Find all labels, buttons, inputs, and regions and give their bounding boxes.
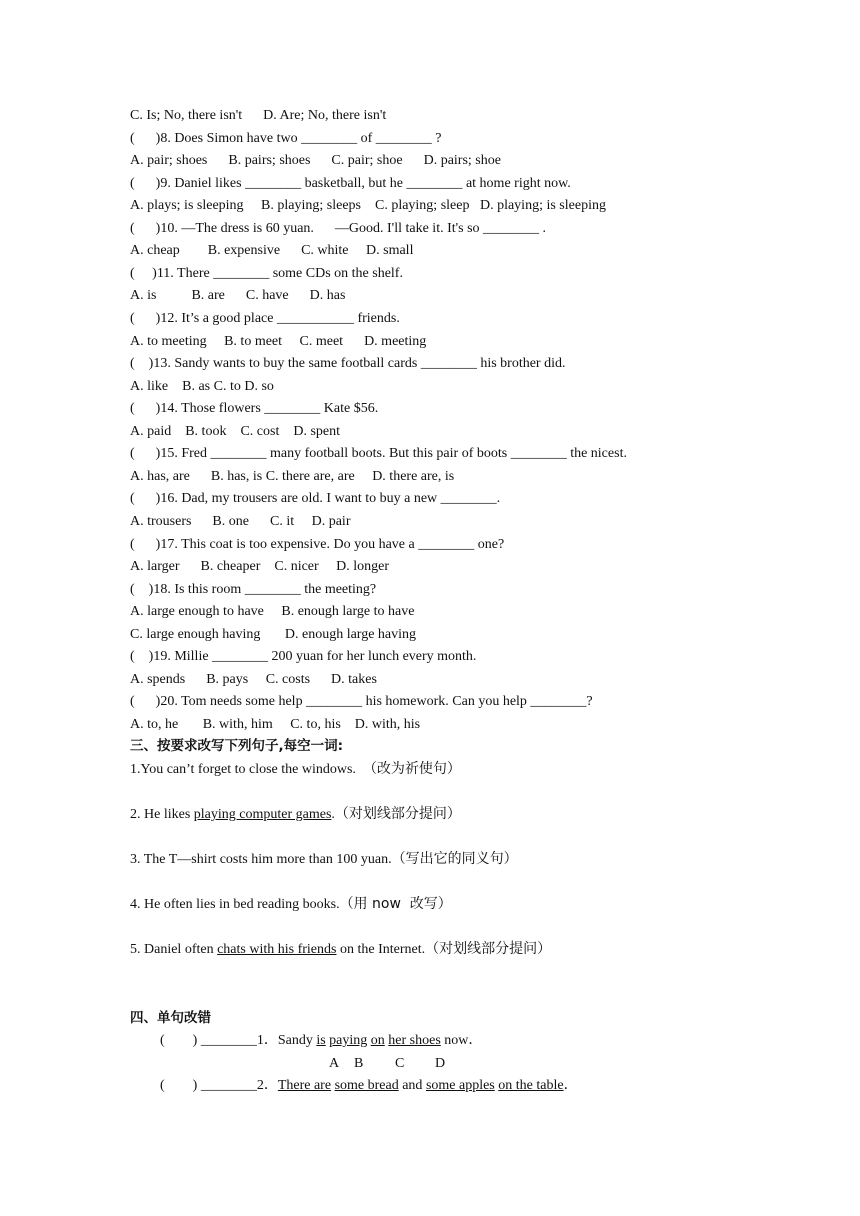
rewrite-question-4 [130,895,452,914]
question-text-end: now． [440,1033,483,1048]
answer-options-line: A. plays; is sleeping B. playing; sleeps C. playing; sleep D. playing; is sleeping [130,198,606,214]
underlined-part-d: on the table [498,1078,564,1093]
question-line: ( )11. There ________ some CDs on the shelf. [130,265,403,281]
answer-options-line: A. like B. as C. to D. so [130,378,274,394]
underlined-part-a: is [316,1033,326,1048]
error-correction-question-1 [160,1032,482,1050]
rewrite-question-2 [130,805,461,824]
question-line: ( )9. Daniel likes ________ basketball, but he ________ at home right now. [130,175,571,191]
question-text-end: . [331,807,335,822]
question-line: ( )10. —The dress is 60 yuan. —Good. I'll take it. It's so ________ . [130,220,547,236]
section-3-heading: 三、按要求改写下列句子,每空一词: [130,738,344,754]
answer-options-line: A. has, are B. has, is C. there are, are D. there are, is [130,468,455,484]
rewrite-question-1 [130,760,461,779]
underlined-part-c: on [370,1033,385,1048]
instruction-note: （改为祈使句） [362,761,461,777]
option-letter-c: C [395,1056,405,1071]
answer-options-line: A. large enough to have B. enough large to have [130,604,415,620]
rewrite-question-5 [130,940,551,959]
question-line: ( )18. Is this room ________ the meeting? [130,581,377,597]
instruction-note: （写出它的同义句） [391,851,518,867]
question-line: ( )15. Fred ________ many football boots. But this pair of boots ________ the nicest. [130,446,627,462]
question-text: 1.You can’t forget to close the windows. [130,762,363,777]
question-line: ( )17. This coat is too expensive. Do you have a ________ one? [130,536,505,552]
question-prefix: ( ) ________2． [160,1078,278,1093]
error-correction-question-2: ( ) ________2．There are some bread and some apples on the table． [160,1078,578,1093]
underlined-part: playing computer games [193,807,332,822]
underlined-part-b: some bread [334,1078,399,1093]
answer-options-line: C. Is; No, there isn't D. Are; No, there isn't [130,108,387,123]
question-text: 2. He likes [130,807,194,822]
question-text: 3. The T—shirt costs him more than 100 yuan. [130,852,392,867]
answer-options-line: A. paid B. took C. cost D. spent [130,423,340,439]
answer-options-line: A. pair; shoes B. pairs; shoes C. pair; shoe D. pairs; shoe [130,153,501,169]
underlined-part: chats with his friends [217,942,337,957]
answer-options-line: A. to meeting B. to meet C. meet D. meeting [130,333,427,349]
question-text-end: on the Internet. [336,942,426,957]
underlined-part-d: her shoes [388,1033,441,1048]
option-letter-a: A [329,1056,340,1071]
answer-options-line: A. cheap B. expensive C. white D. small [130,243,414,259]
question-text: 5. Daniel often [130,942,218,957]
instruction-note: （对划线部分提问） [425,941,552,957]
answer-options-line: A. larger B. cheaper C. nicer D. longer [130,559,390,574]
answer-options-line: A. is B. are C. have D. has [130,288,346,304]
underlined-part-a: There are [277,1078,332,1093]
question-line: ( )12. It’s a good place ___________ friends. [130,311,400,326]
option-letter-d: D [435,1056,446,1071]
instruction-note: （对划线部分提问） [334,806,461,822]
question-line: ( )14. Those flowers ________ Kate $56. [130,401,379,417]
option-letter-b: B [354,1056,364,1071]
instruction-note: （用 now 改写） [339,896,452,912]
question-line: ( )19. Millie ________ 200 yuan for her lunch every month. [130,649,477,665]
question-line: ( )13. Sandy wants to buy the same football cards ________ his brother did. [130,356,566,372]
question-line: ( )8. Does Simon have two ________ of ________ ? [130,130,442,146]
answer-options-line: A. spends B. pays C. costs D. takes [130,671,377,687]
section-4-heading: 四、单句改错 [130,1010,211,1026]
answer-options-line: A. trousers B. one C. it D. pair [130,513,351,529]
underlined-part-b: paying [329,1033,368,1048]
question-line: ( )16. Dad, my trousers are old. I want to buy a new ________. [130,491,501,507]
question-line: ( )20. Tom needs some help ________ his homework. Can you help ________? [130,694,593,710]
underlined-part-c: some apples [425,1078,495,1093]
question-text: 4. He often lies in bed reading books. [130,897,340,912]
question-prefix: ( ) ________1．Sandy [160,1033,317,1048]
answer-options-line: A. to, he B. with, him C. to, his D. with, his [130,716,421,732]
rewrite-question-3 [130,850,518,869]
answer-options-line: C. large enough having D. enough large having [130,626,417,642]
question-text-end: ． [563,1078,578,1093]
